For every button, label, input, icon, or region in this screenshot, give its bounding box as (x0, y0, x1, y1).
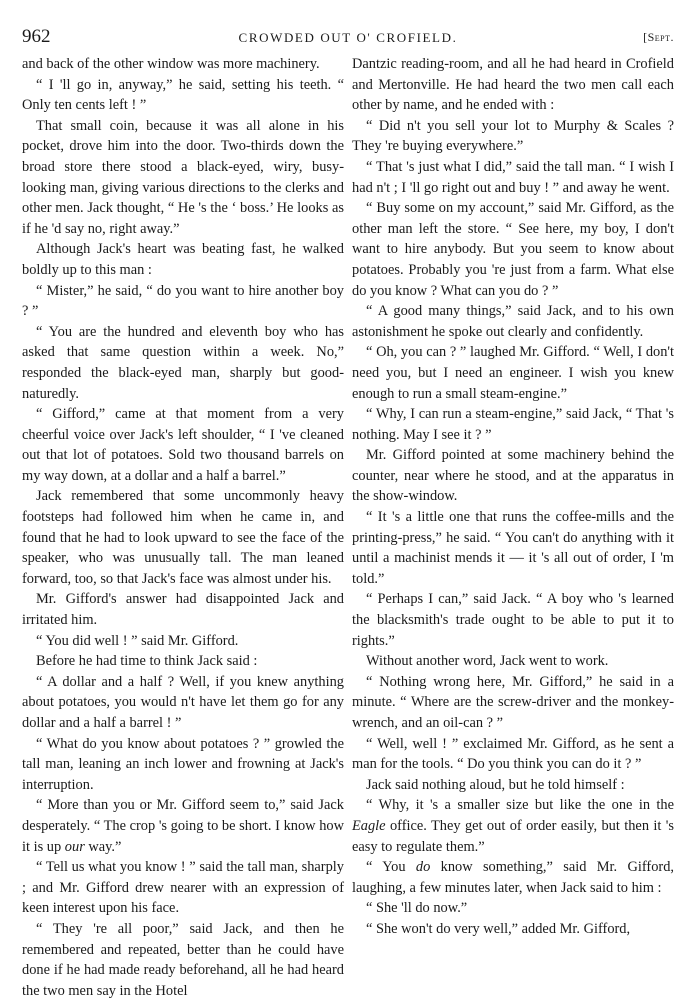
paragraph (22, 651, 344, 672)
paragraph-text: Mr. Gifford's answer had disappointed Jack and irritated him. (22, 591, 344, 629)
paragraph-text: “ Gifford,” came at that moment from a very cheerful voice over Jack's left shoulder, “ I 've cleaned out that lot of potatoes. Sold two thousand barrels on my way down, at a dollar and a half a barrel.” (22, 406, 344, 484)
paragraph-text: Before he had time to think Jack said : (36, 653, 258, 670)
paragraph (352, 116, 674, 157)
paragraph-text: “ Tell us what you know ! ” said the tall man, sharply ; and Mr. Gifford drew nearer with an expression of keen interest upon his face. (22, 859, 344, 917)
paragraph (352, 507, 674, 589)
paragraph-text: Without another word, Jack went to work. (366, 653, 609, 670)
paragraph (22, 734, 344, 796)
paragraph (352, 775, 674, 796)
paragraph-text: “ A good many things,” said Jack, and to his own astonishment he spoke out clearly and confidently. (352, 303, 674, 340)
paragraph-text-after: office. They get out of order easily, but then it 's easy to regulate them.” (352, 817, 674, 855)
paragraph-text: Jack said nothing aloud, but he told himself : (366, 776, 625, 793)
paragraph (352, 342, 674, 404)
paragraph-text: “ Did n't you sell your lot to Murphy & Scales ? They 're buying everywhere.” (352, 117, 674, 155)
paragraph-text: “ I 'll go in, anyway,” he said, setting his teeth. “ Only ten cents left ! ” (22, 76, 344, 114)
italic-text: do (415, 859, 431, 876)
paragraph-text: “ Oh, you can ? ” laughed Mr. Gifford. “ Well, I don't need you, but I need an engineer. I wish you knew enough to run a small steam-engine.” (352, 344, 674, 402)
paragraph (22, 486, 344, 589)
paragraph-text: “ It 's a little one that runs the coffee-mills and the printing-press,” he said. “ You can't do anything with it until a machinist mends it — it 's all out of order, I 'm told.” (352, 509, 674, 587)
paragraph-text: That small coin, because it was all alone in his pocket, drove him into the door. Two-thirds down the broad store there stood a black-eyed, wiry, busy-looking man, giving various directions to the clerks and other men. Jack thought, “ He 's the ‘ boss.’ He looks as if he 'd say no, right away.” (22, 117, 344, 237)
paragraph (22, 795, 344, 857)
paragraph (22, 75, 344, 116)
paragraph-text-after: know something,” said Mr. Gifford, laughing, a few minutes later, when Jack said to him : (352, 859, 674, 896)
paragraph (22, 631, 344, 652)
right-column (352, 54, 674, 940)
paragraph (352, 445, 674, 507)
paragraph (352, 919, 674, 940)
issue-month: [Sept. (643, 30, 674, 44)
paragraph-text: “ Buy some on my account,” said Mr. Gifford, as the other man left the store. “ See here, my boy, I don't want to hire anybody. But you seem to know about potatoes. Probably you 're just from a farm. What else do you know ? What can you do ? ” (352, 200, 674, 299)
paragraph-text: “ You did well ! ” said Mr. Gifford. (36, 632, 239, 649)
paragraph (22, 322, 344, 404)
left-column (22, 54, 344, 1001)
paragraph (352, 857, 674, 898)
paragraph-text-after: way.” (84, 838, 122, 855)
italic-text: Eagle (352, 817, 386, 834)
paragraph (352, 301, 674, 342)
paragraph (22, 919, 344, 1001)
paragraph-text: “ Perhaps I can,” said Jack. “ A boy who 's learned the blacksmith's trade ought to be able to put it to rights.” (352, 591, 674, 649)
page-header (22, 26, 674, 50)
paragraph-text: Although Jack's heart was beating fast, he walked boldly up to this man : (22, 241, 344, 278)
paragraph (22, 404, 344, 486)
paragraph-text: “ They 're all poor,” said Jack, and then he remembered and repeated, better than he could have done if he had made ready beforehand, all he had heard the two men say in the Hotel (22, 920, 344, 999)
paragraph-text: “ You (366, 859, 406, 876)
paragraph-text: “ A dollar and a half ? Well, if you knew anything about potatoes, you would n't have let them go for any dollar and a half a barrel ! ” (22, 673, 344, 731)
paragraph (22, 54, 344, 75)
paragraph-text: “ Well, well ! ” exclaimed Mr. Gifford, as he sent a man for the tools. “ Do you think you can do it ? ” (352, 735, 674, 773)
paragraph-text: “ More than you or Mr. Gifford seem to,” said Jack desperately. “ The crop 's going to be short. I know how it is up (22, 797, 344, 855)
paragraph (352, 651, 674, 672)
paragraph (22, 857, 344, 919)
paragraph (352, 672, 674, 734)
paragraph (352, 795, 674, 857)
paragraph-text: “ What do you know about potatoes ? ” growled the tall man, leaning an inch lower and frowning at Jack's interruption. (22, 735, 344, 793)
paragraph-text: “ Nothing wrong here, Mr. Gifford,” he said in a minute. “ Where are the screw-driver and the monkey-wrench, and an oil-can ? ” (352, 673, 674, 731)
paragraph (22, 281, 344, 322)
paragraph-text: Jack remembered that some uncommonly heavy footsteps had followed him when he came in, and found that he had to look upward to see the face of the speaker, who was unusually tall. The man leaned forward, too, so that Jack's face was almost under his. (22, 488, 344, 587)
paragraph-text: Mr. Gifford pointed at some machinery behind the counter, near where he stood, and at the apparatus in the show-window. (352, 447, 674, 505)
paragraph (352, 898, 674, 919)
paragraph (352, 54, 674, 116)
paragraph-text: and back of the other window was more machinery. (22, 56, 320, 72)
paragraph (352, 404, 674, 445)
paragraph-text: “ You are the hundred and eleventh boy who has asked that same question within a week. No,” responded the black-eyed man, sharply but good-naturedly. (22, 323, 344, 402)
paragraph (22, 239, 344, 280)
page-number: 962 (22, 26, 51, 47)
paragraph (22, 589, 344, 630)
paragraph (22, 672, 344, 734)
paragraph-text: “ She 'll do now.” (366, 900, 468, 917)
paragraph (352, 589, 674, 651)
paragraph-text: “ Mister,” he said, “ do you want to hire another boy ? ” (22, 282, 344, 320)
paragraph (352, 198, 674, 301)
paragraph-text: Dantzic reading-room, and all he had heard in Crofield and Mertonville. He had heard the two men call each other by name, and he ended with : (352, 56, 674, 114)
paragraph-text: “ Why, I can run a steam-engine,” said Jack, “ That 's nothing. May I see it ? ” (352, 406, 674, 443)
paragraph (352, 157, 674, 198)
paragraph (352, 734, 674, 775)
italic-text: our (64, 838, 85, 855)
running-title: CROWDED OUT O' CROFIELD. (238, 30, 458, 45)
paragraph-text: “ That 's just what I did,” said the tall man. “ I wish I had n't ; I 'll go right out and buy ! ” and away he went. (352, 158, 674, 196)
paragraph-text: “ Why, it 's a smaller size but like the one in the (366, 797, 674, 814)
paragraph-text: “ She won't do very well,” added Mr. Gifford, (366, 920, 631, 937)
paragraph (22, 116, 344, 240)
